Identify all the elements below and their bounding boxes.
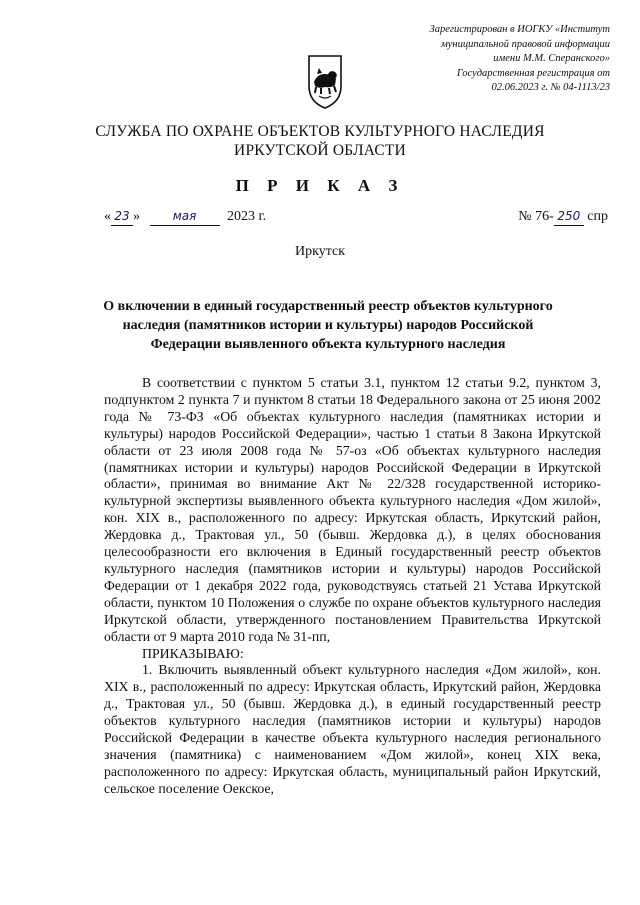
preamble-paragraph: В соответствии с пунктом 5 статьи 3.1, пунктом 12 статьи 9.2, пунктом 3, подпунктом 2 пункта 7 и пунктом 8 статьи 18 Федерального закона от 25 июня 2002 года № 73-ФЗ «Об объектах культурного наследия (памятниках истории и культуры) народов Российской Федерации», частью 1 статьи 8 Закона Иркутской области от 23 июля 2008 года № 57-оз «Об объектах культурного наследия (памятниках истории и культуры) народов Российской Федерации в Иркутской области», принимая во внимание Акт № 22/328 государственной историко-культурной экспертизы выявленного объекта культурного наследия «Дом жилой», кон. XIX в., расположенного по адресу: Иркутская область, Иркутский район, Жердовка д., Трактовая ул., 50 (бывш. Жердовка д.), в целях обоснования целесообразности его включения в Единый государственный реестр объектов культурного наследия (памятников истории и культуры) народов Российской Федерации от 1 декабря 2022 года, руководствуясь статьей 21 Устава Иркутской области, пунктом 10 Положения о службе по охране объектов культурного наследия Иркутской области, утвержденного постановлением Правительства Иркутской области от 9 марта 2010 года № 31-пп, [104, 375, 601, 644]
date-close-quote: » [133, 209, 140, 224]
order-word: ПРИКАЗЫВАЮ: [142, 645, 244, 661]
registration-line: Государственная регистрация от [456, 67, 610, 79]
number-field [554, 209, 584, 226]
agency-name [0, 122, 640, 160]
date-day-field [111, 209, 133, 226]
registration-line: имени М.М. Сперанского» [493, 53, 610, 64]
number-suffix: спр [587, 209, 608, 224]
agency-line: ИРКУТСКОЙ ОБЛАСТИ [234, 142, 406, 159]
registration-line: муниципальной правовой информации [441, 38, 610, 50]
order-body [104, 375, 601, 798]
date-day: 23 [114, 209, 130, 223]
order-subject: О включении в единый государственный реестр объектов культурного наследия (памятников истории и культуры) народов Российской Федерации выявленного объекта культурного наследия [103, 299, 553, 352]
date-month: мая [172, 209, 197, 223]
order-date [104, 209, 266, 226]
registration-line: Зарегистрирован в ИОГКУ «Институт [429, 24, 610, 35]
agency-line: СЛУЖБА ПО ОХРАНЕ ОБЪЕКТОВ КУЛЬТУРНОГО НАСЛЕДИЯ [95, 123, 545, 140]
date-open-quote: « [104, 209, 111, 224]
number-handwritten: 250 [557, 209, 581, 223]
date-year: 2023 г. [227, 209, 267, 224]
document-title: П Р И К А З [235, 176, 405, 195]
irkutsk-coat-of-arms-icon [305, 52, 345, 110]
number-prefix: № 76- [518, 209, 554, 224]
order-number [518, 209, 608, 226]
city: Иркутск [294, 244, 346, 259]
registration-stamp [350, 23, 610, 96]
order-item-1: 1. Включить выявленный объект культурного наследия «Дом жилой», кон. XIX в., расположенный по адресу: Иркутская область, Иркутский район, Жердовка д., Трактовая ул., 50 (бывш. Жердовка д.), в единый государственный реестр объектов культурного наследия (памятников истории и культуры) народов Российской Федерации в качестве объекта культурного наследия регионального значения (памятника) с наименованием «Дом жилой», конец XIX века, расположенного по адресу: Иркутская область, муниципальный район Иркутский, сельское поселение Оекское, [104, 662, 601, 796]
date-month-field [150, 209, 220, 226]
registration-line: 02.06.2023 г. № 04-1113/23 [491, 82, 610, 93]
